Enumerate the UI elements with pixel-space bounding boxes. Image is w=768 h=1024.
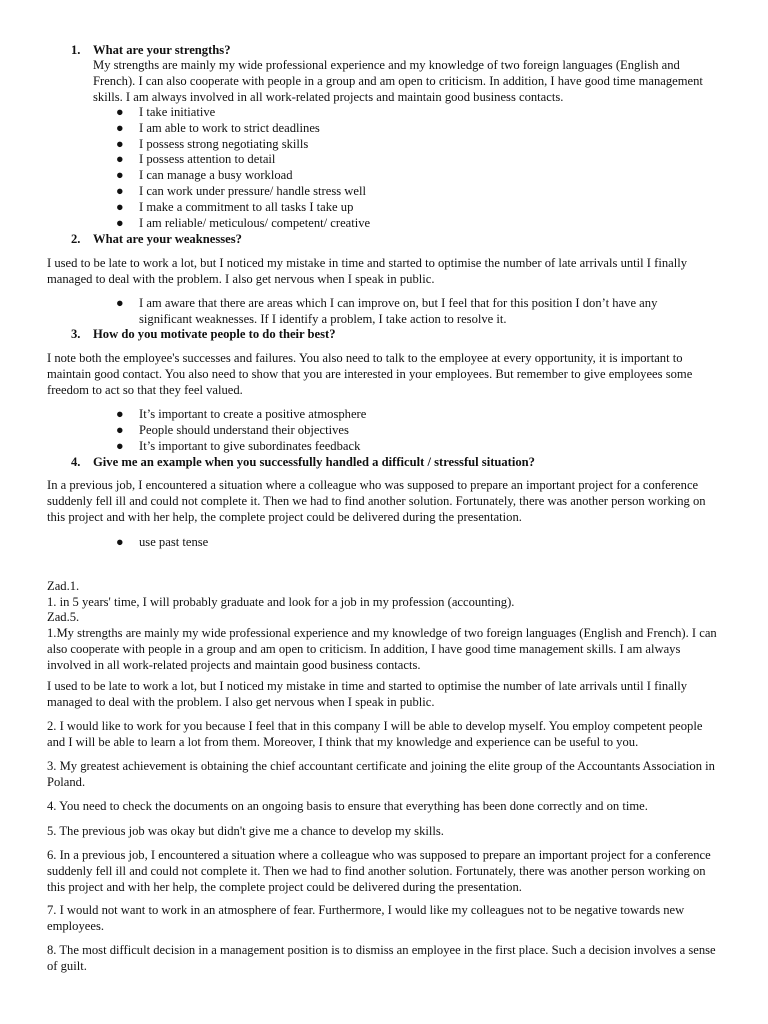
- bullet-icon: ●: [116, 120, 124, 135]
- answer-paragraph: 3. My greatest achievement is obtaining the chief accountant certificate and joining the elite group of the Accountants Association in Poland.: [47, 759, 715, 789]
- zad1-label: Zad.1.: [47, 579, 80, 593]
- bullet-icon: ●: [116, 183, 124, 198]
- list-item: ● I can work under pressure/ handle stress well: [116, 183, 366, 198]
- answer-paragraph: 1.My strengths are mainly my wide professional experience and my knowledge of two foreign languages (English and French). I can also cooperate with people in a group and am open to criticism. In addition, I have good time management skills. I am always involved in all work-related projects and maintain good business contacts.: [47, 626, 717, 672]
- question-number: 2.: [71, 232, 81, 246]
- list-item: ● I can manage a busy workload: [116, 168, 293, 183]
- bullet-icon: ●: [116, 422, 124, 437]
- question-number: 3.: [71, 327, 81, 341]
- question-3-bullet-list: [116, 407, 676, 454]
- question-title: What are your strengths?: [93, 43, 231, 57]
- question-1-answer: My strengths are mainly my wide professional experience and my knowledge of two foreign languages (English and French). I can also cooperate with people in a group and am open to criticism. In addition, I have good time management skills. I am always involved in all work-related projects and maintain good business contacts.: [93, 58, 703, 104]
- list-item: ● I take initiative: [116, 105, 216, 119]
- bullet-icon: ●: [116, 152, 124, 167]
- question-4-bullet-list: [116, 535, 676, 551]
- answer-paragraph: 5. The previous job was okay but didn't give me a chance to develop my skills.: [47, 824, 444, 838]
- bullet-icon: ●: [116, 296, 124, 310]
- list-item: ● use past tense: [116, 535, 209, 549]
- answer-paragraph: 8. The most difficult decision in a management position is to dismiss an employee in the first place. Such a decision involves a sense of guilt.: [47, 943, 716, 973]
- bullet-icon: ●: [116, 136, 124, 151]
- question-3-answer: I note both the employee's successes and failures. You also need to talk to the employee at every opportunity, it is important to maintain good contact. You also need to show that you are interested in your employees. But remember to give employees some freedom to act so that they feel valued.: [47, 351, 693, 397]
- list-item: ● I possess attention to detail: [116, 152, 276, 167]
- answer-paragraph: 4. You need to check the documents on an ongoing basis to ensure that everything has been done correctly and on time.: [47, 799, 648, 813]
- bullet-icon: ●: [116, 438, 124, 453]
- question-title: What are your weaknesses?: [93, 232, 242, 246]
- list-item: ● I am aware that there are areas which I can improve on, but I feel that for this position I don’t have any significant weaknesses. If I identify a problem, I take action to resolve it.: [116, 296, 658, 326]
- question-number: 4.: [71, 455, 81, 469]
- bullet-icon: ●: [116, 407, 124, 421]
- question-4-answer: In a previous job, I encountered a situation where a colleague who was supposed to prepare an important project for a conference suddenly fell ill and could not complete it. Then we had to find another solution. Fortunately, there was another person working on this project and with her help, the complete project could be delivered during the presentation.: [47, 478, 706, 524]
- bullet-icon: ●: [116, 535, 124, 549]
- answer-paragraph: I used to be late to work a lot, but I noticed my mistake in time and started to optimise the number of late arrivals until I finally managed to deal with the problem. I also get nervous when I speak in public.: [47, 679, 688, 709]
- list-item: ● I possess strong negotiating skills: [116, 136, 309, 151]
- bullet-icon: ●: [116, 215, 124, 230]
- list-item: ● It’s important to create a positive atmosphere: [116, 407, 367, 421]
- question-2-bullet-list: [116, 296, 676, 328]
- list-item: ● People should understand their objectives: [116, 422, 349, 437]
- list-item: ● I am reliable/ meticulous/ competent/ creative: [116, 215, 371, 230]
- question-title: How do you motivate people to do their best?: [93, 327, 336, 341]
- answer-paragraph: 7. I would not want to work in an atmosphere of fear. Furthermore, I would like my colleagues not to be negative towards new employees.: [47, 903, 685, 933]
- zad5-label: Zad.5.: [47, 610, 80, 624]
- answer-paragraph: 2. I would like to work for you because I feel that in this company I will be able to develop myself. You employ competent people and I will be able to learn a lot from them. Moreover, I think that my knowledge and experience can be useful to you.: [47, 719, 703, 749]
- list-item: ● It’s important to give subordinates feedback: [116, 438, 361, 453]
- list-item: ● I am able to work to strict deadlines: [116, 120, 320, 135]
- list-item: ● I make a commitment to all tasks I take up: [116, 199, 354, 214]
- question-1-bullet-list: [116, 105, 676, 231]
- bullet-icon: ●: [116, 199, 124, 214]
- bullet-icon: ●: [116, 168, 124, 183]
- answer-paragraph: 6. In a previous job, I encountered a situation where a colleague who was supposed to prepare an important project for a conference suddenly fell ill and could not complete it. Then we had to find another solution. Fortunately, there was another person working on this project and with her help, the complete project could be delivered during the presentation.: [47, 848, 711, 894]
- question-2-answer: I used to be late to work a lot, but I noticed my mistake in time and started to optimise the number of late arrivals until I finally managed to deal with the problem. I also get nervous when I speak in public.: [47, 256, 688, 286]
- bullet-icon: ●: [116, 105, 124, 119]
- question-title: Give me an example when you successfully handled a difficult / stressful situation?: [93, 455, 535, 469]
- zad1-answer: 1. in 5 years' time, I will probably graduate and look for a job in my profession (accounting).: [47, 595, 515, 609]
- question-number: 1.: [71, 43, 81, 57]
